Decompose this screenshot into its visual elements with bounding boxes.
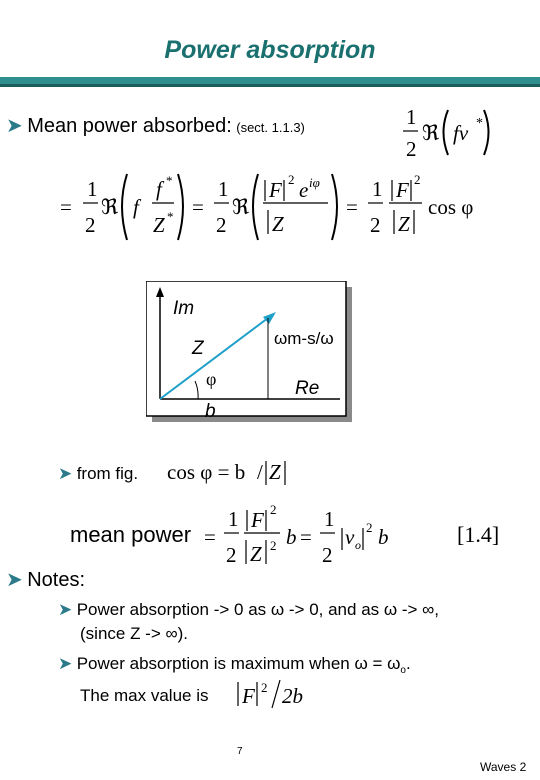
note-2-end: .: [405, 654, 411, 673]
diagram-wm-label: ωm-s/ω: [274, 329, 334, 348]
note-3-text: The max value is: [80, 686, 209, 705]
bullet-arrow-icon: ➤: [6, 569, 23, 591]
svg-text:=: =: [204, 525, 216, 549]
max-F: F: [242, 684, 255, 708]
sub-bullet-icon: ➤: [58, 654, 73, 673]
eq2-Z2: Z: [398, 212, 410, 236]
equation-expansion: [56, 168, 496, 248]
page-number: 7: [237, 746, 243, 757]
mp-F-sq: 2: [270, 502, 277, 517]
eq2-n2: 1: [218, 177, 229, 201]
eq2-n1: 1: [87, 177, 98, 201]
eq2-zstar: Z: [153, 213, 165, 237]
mp-vo: v: [345, 525, 355, 549]
equation-cos-phi: [165, 455, 295, 489]
eq1-re: ℜ: [422, 121, 440, 145]
equation-mean-power: [398, 100, 493, 164]
bullet-arrow-icon: ➤: [6, 115, 23, 137]
eq2-d1: 2: [85, 213, 96, 237]
equation-mean-power-result: [200, 498, 400, 578]
cos-phi-slash: /: [257, 460, 263, 484]
eq2-re2: ℜ: [232, 195, 250, 219]
eq2-iphi: iφ: [309, 175, 320, 190]
cos-phi-eq: cos φ = b: [167, 460, 246, 484]
eq2-n3: 1: [372, 177, 383, 201]
eq2-fstar-sup: *: [166, 173, 173, 188]
mp-Z: Z: [250, 542, 262, 566]
note-1: [58, 600, 439, 620]
svg-text:1: 1: [324, 507, 335, 531]
from-fig-label: from fig.: [76, 464, 139, 483]
sub-bullet-icon: ➤: [58, 464, 73, 483]
mp-Z-sq: 2: [270, 538, 277, 553]
eq2-e: e: [299, 178, 309, 202]
bullet-1-label: Mean power absorbed:: [27, 115, 232, 137]
eq2-d3: 2: [370, 213, 381, 237]
bullet-1-ref: (sect. 1.1.3): [236, 120, 305, 135]
diagram-im-label: Im: [173, 298, 195, 319]
mp-b2: b: [378, 525, 389, 549]
svg-text:1: 1: [228, 507, 239, 531]
eq2-eq2: =: [192, 195, 204, 219]
note-1-cont: (since Z -> ∞).: [80, 624, 188, 643]
mp-vo-sq: 2: [366, 520, 373, 535]
svg-text:2: 2: [322, 543, 333, 567]
diagram-b-label: b: [205, 401, 216, 422]
notes-label: Notes:: [27, 569, 86, 591]
cos-phi-z: Z: [269, 460, 281, 484]
slide-title: Power absorption: [164, 36, 376, 64]
eq2-eq1: =: [60, 195, 72, 219]
svg-text:=: =: [300, 525, 312, 549]
title-rule-shadow: [0, 84, 540, 87]
note-1-text: Power absorption -> 0 as ω -> 0, and as ω -> ∞,: [76, 600, 440, 619]
diagram-phi-label: φ: [206, 369, 217, 389]
impedance-diagram: [146, 281, 356, 426]
eq1-den: 2: [406, 137, 417, 161]
bullet-1: [6, 113, 305, 138]
course-label: Waves 2: [480, 760, 527, 774]
note-2-text: Power absorption is maximum when ω = ω: [76, 654, 401, 673]
eq2-cos: cos φ: [428, 195, 474, 219]
eq2-F1: F: [269, 178, 282, 202]
eq1-star: *: [476, 116, 483, 131]
eq2-f: f: [133, 195, 139, 219]
mean-power-label: mean power: [70, 522, 192, 547]
eq2-Z1: Z: [272, 212, 284, 236]
title-rule: [0, 77, 540, 84]
eq2-F2: F: [396, 178, 409, 202]
eq1-num: 1: [406, 105, 417, 129]
bullet-notes: [6, 567, 85, 592]
max-F-sq: 2: [261, 680, 268, 695]
mp-vo-sub: o: [355, 538, 361, 552]
max-2b: 2b: [282, 684, 303, 708]
eq2-zstar-sup: *: [167, 209, 174, 224]
eq2-F2-sq: 2: [414, 172, 421, 187]
equation-tag: [1.4]: [457, 522, 500, 547]
sub-bullet-icon: ➤: [58, 600, 73, 619]
eq1-fv: fv: [453, 121, 469, 145]
diagram-z-label: Z: [192, 338, 204, 359]
equation-max-value: [232, 672, 322, 712]
eq2-fstar: f: [156, 177, 162, 201]
mp-b1: b: [286, 525, 297, 549]
eq2-d2: 2: [216, 213, 227, 237]
eq2-F1-sq: 2: [288, 172, 295, 187]
svg-text:2: 2: [226, 543, 237, 567]
mp-F: F: [251, 508, 264, 532]
diagram-re-label: Re: [295, 378, 320, 399]
eq2-re1: ℜ: [101, 195, 119, 219]
note-2-sub: o: [400, 665, 406, 677]
eq2-eq3: =: [346, 195, 358, 219]
from-fig-line: [58, 464, 138, 484]
